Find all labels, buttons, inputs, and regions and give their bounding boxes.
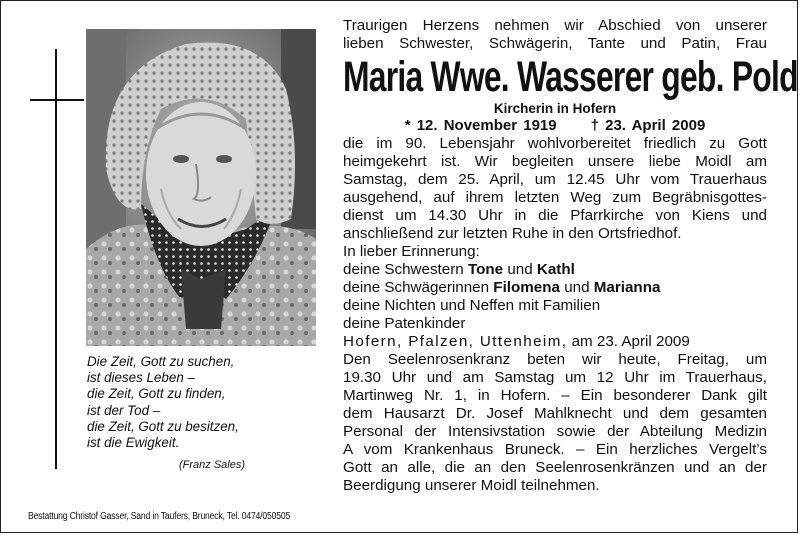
- body-line: heimgekehrt ist. Wir begleiten unsere liebe Moidl am: [343, 153, 767, 170]
- remembrance-heading: In lieber Erinnerung:: [343, 243, 480, 260]
- notice-text: [343, 17, 798, 495]
- remembrance-nieces: deine Nichten und Neffen mit Familien: [343, 297, 601, 314]
- body-line: dienst um 14.30 Uhr in die Pfarrkirche von Kiens und: [343, 207, 767, 224]
- intro-line: lieben Schwester, Schwägerin, Tante und Patin, Frau: [343, 35, 767, 52]
- body-line: die im 90. Lebensjahr wohlvorbereitet friedlich zu Gott: [343, 135, 767, 152]
- intro-line: Traurigen Herzens nehmen wir Abschied von unserer: [343, 17, 767, 34]
- body-line: Samstag, dem 25. April, um 12.45 Uhr vom Trauerhaus: [343, 171, 767, 188]
- rosary-line: Personal der Intensivstation sowie der Abteilung Medizin: [343, 423, 767, 440]
- cross-icon: [30, 49, 84, 469]
- portrait-photo: [86, 29, 316, 346]
- rosary-line: A vom Krankenhaus Bruneck. – Ein herzliches Vergelt’s: [343, 441, 767, 458]
- rosary-line: dem Hausarzt Dr. Josef Mahlknecht und dem gesamten: [343, 405, 767, 422]
- remembrance-godchildren: deine Patenkinder: [343, 315, 466, 332]
- deceased-name: Maria Wwe. Wasserer geb. Pold: [343, 53, 798, 101]
- poem: [87, 354, 317, 471]
- death-date: † 23. April 2009: [590, 117, 706, 134]
- funeral-home-footer: Bestattung Christof Gasser, Sand in Taufers, Bruneck, Tel. 0474/050505: [28, 511, 291, 522]
- rosary-line: Den Seelenrosenkranz beten wir heute, Freitag, um: [343, 351, 767, 368]
- remembrance-sisters: deine Schwestern Tone und Kathl: [343, 261, 575, 278]
- place-date: Hofern, Pfalzen, Uttenheim, am 23. April 2009: [343, 333, 690, 350]
- rosary-line: Martinweg Nr. 1, in Hofern. – Ein besonderer Dank gilt: [343, 387, 767, 404]
- rosary-line: Beerdigung unserer Moidl teilnehmen.: [343, 477, 600, 494]
- poem-line: die Zeit, Gott zu finden,: [87, 386, 226, 402]
- rosary-line: 19.30 Uhr und am Samstag um 12 Uhr im Trauerhaus,: [343, 369, 767, 386]
- poem-line: ist dieses Leben –: [87, 370, 195, 386]
- deceased-subtitle: Kircherin in Hofern: [493, 101, 617, 116]
- poem-line: ist die Ewigkeit.: [87, 435, 180, 451]
- poem-line: Die Zeit, Gott zu suchen,: [87, 354, 235, 369]
- poem-author: (Franz Sales): [179, 459, 246, 471]
- poem-line: die Zeit, Gott zu besitzen,: [87, 418, 239, 434]
- rosary-line: Gott an alle, die an den Seelenrosenkränzen und an der: [343, 459, 767, 476]
- body-line: anschließend zur letzten Ruhe in den Ortsfriedhof.: [343, 225, 682, 242]
- poem-line: ist der Tod –: [87, 402, 161, 418]
- life-dates: [343, 117, 767, 135]
- remembrance-inlaws: deine Schwägerinnen Filomena und Marianna: [343, 279, 661, 296]
- body-line: ausgehend, auf ihrem letzten Weg zum Begräbnisgottes-: [343, 189, 767, 206]
- birth-date: * 12. November 1919: [404, 117, 557, 134]
